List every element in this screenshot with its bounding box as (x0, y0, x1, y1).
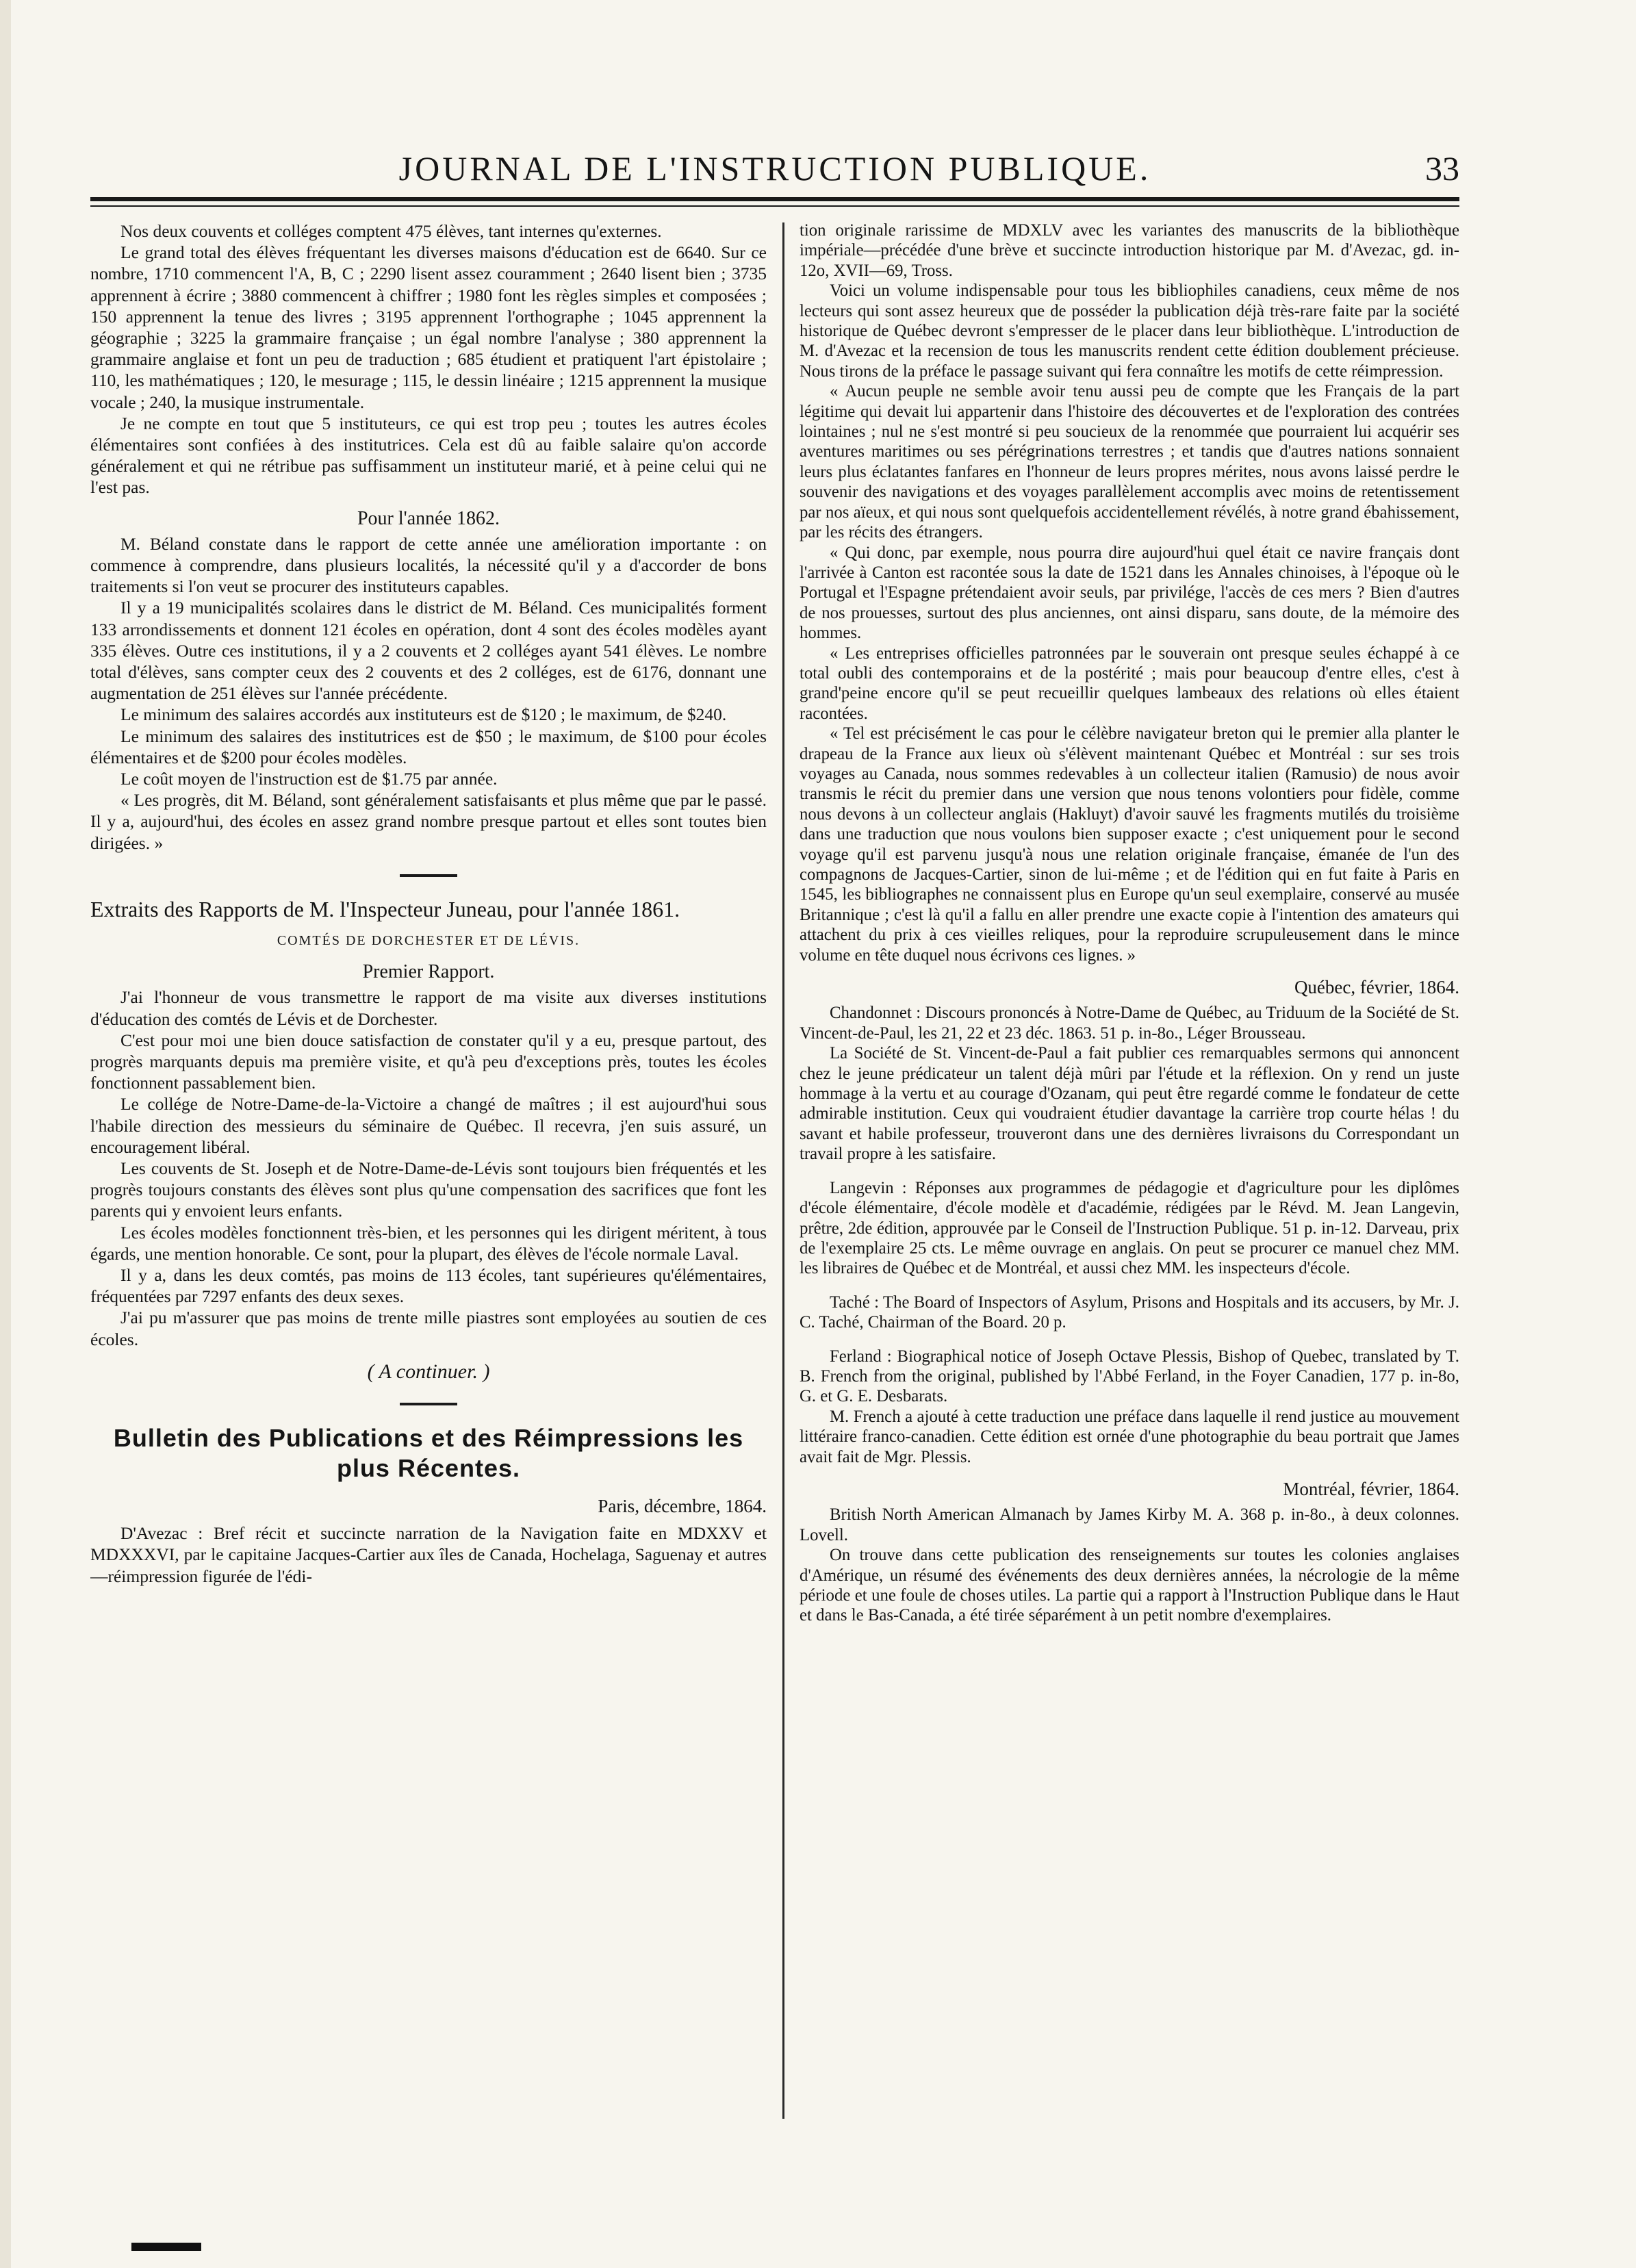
publication-entry: Chandonnet : Discours prononcés à Notre-Dame de Québec, au Triduum de la Société de St. Vincent-de-Paul, les 21, 22 et 23 déc. 1863. 51 p. in-8o., Léger Brousseau. (800, 1004, 1459, 1043)
paragraph: « Les entreprises officielles patronnées par le souverain ont presque seules échappé à ce total oubli des contemporains et de la postérité ; mais pour beaucoup d'entre elles, c'est à grand'peine encore qu'il se peut recueillir quelques lambeaux des relations où elles étaient racontées. (800, 644, 1459, 723)
paragraph: On trouve dans cette publication des renseignements sur toutes les colonies anglaises d'Amérique, un résumé des événements des deux dernières années, la nécrologie de la même période et une foule de choses utiles. La partie qui a rapport à l'Instruction Publique dans le Haut et dans le Bas-Canada, a été tirée séparément à un petit nombre d'exemplaires. (800, 1546, 1459, 1625)
section-heading-1862: Pour l'année 1862. (357, 507, 500, 529)
paragraph: Je ne compte en tout que 5 instituteurs, ce qui est trop peu ; toutes les autres écoles élémentaires sont confiées à des institutrices. Cela est dû au faible salaire qu'on accorde généralement et qui ne rétribue pas suffisamment un instituteur marié, et à peine celui qui ne l'est pas. (90, 413, 767, 498)
right-column (800, 220, 1459, 2130)
paragraph: Le minimum des salaires accordés aux instituteurs est de $120 ; le maximum, de $240. (120, 704, 727, 725)
dateline-quebec: Québec, février, 1864. (1294, 977, 1459, 998)
paragraph: J'ai l'honneur de vous transmettre le rapport de ma visite aux diverses institutions d'éducation des comtés de Lévis et de Dorchester. (90, 987, 767, 1029)
paragraph: M. French a ajouté à cette traduction une préface dans laquelle il rend justice au mouvement littéraire franco-canadien. Cette édition est ornée d'une photographie du beau portrait que James avait fait de Mgr. Plessis. (800, 1407, 1459, 1466)
paragraph: « Tel est précisément le cas pour le célèbre navigateur breton qui le premier alla planter le drapeau de la France aux lieux où s'élèvent maintenant Québec et Montréal : sur ses trois voyages au Canada, nous sommes redevables à un collecteur italien (Ramusio) de nous avoir transmis le récit du premier dans une version que nous tenons volontiers pour fidèle, comme nous devons à un collecteur anglais (Hakluyt) d'avoir sauvé les fragments mutilés du troisième dans une traduction que nous voulons bien supposer exacte ; c'est uniquement pour le second voyage qu'il est parvenu jusqu'à nous une relation originale française, émanée de l'un des compagnons de Jacques-Cartier, sinon de lui-même ; et de l'édition qui en fut faite à Paris en 1545, les bibliographes ne connaissent plus en Europe qu'un seul exemplaire, conservé au musée Britannique ; c'est là qu'il a fallu en aller prendre une exacte copie à l'intention des amateurs qui attachent du prix à ces vieilles reliques, pour la reproduire scrupuleusement dans le mince volume en tête duquel nous écrivons ces lignes. » (800, 724, 1459, 965)
section-separator (400, 1403, 457, 1405)
printer-mark (131, 2243, 201, 2251)
extracts-heading: Extraits des Rapports de M. l'Inspecteur Juneau, pour l'année 1861. (90, 896, 680, 921)
page-edge (0, 0, 11, 2268)
dateline-montreal: Montréal, février, 1864. (1283, 1478, 1459, 1499)
publication-entry: Langevin : Réponses aux programmes de pédagogie et d'agriculture pour les diplômes d'école élémentaire, d'école modèle et d'académie, rédigées par le Révd. M. Jean Langevin, prêtre, 2de édition, approuvée par le Conseil de l'Instruction Publique. 51 p. in-12. Darveau, prix de l'exemplaire 25 cts. Le même ouvrage en anglais. On peut se procurer ce manuel chez MM. les libraires de Québec et de Montréal, et aussi chez MM. les inspecteurs d'école. (800, 1178, 1459, 1278)
publication-entry: Taché : The Board of Inspectors of Asylum, Prisons and Hospitals and its accusers, by Mr. J. C. Taché, Chairman of the Board. 20 p. (800, 1292, 1459, 1332)
paragraph: « Aucun peuple ne semble avoir tenu aussi peu de compte que les Français de la part légitime qui devait lui appartenir dans l'histoire des découvertes et de l'exploration des contrées lointaines ; nul ne s'est montré si peu soucieux de la renommée que pourraient lui acquérir ses aventures maritimes ou ses pérégrinations terrestres ; et tandis que d'autres nations sonnaient leurs plus éclatantes fanfares en l'honneur de leurs propres mérites, nous avons laissé perdre le souvenir des navigations et des voyages parallèlement accomplis avec moins de retentissement par nos aïeux, et qui nous sont quelquefois accidentellement révélés, à notre grand ébahissement, par les récits des étrangers. (800, 382, 1459, 542)
paragraph: Le coût moyen de l'instruction est de $1.75 par année. (120, 769, 498, 789)
publication-entry: British North American Almanach by James Kirby M. A. 368 p. in-8o., à deux colonnes. Lovell. (800, 1505, 1459, 1544)
report-heading: Premier Rapport. (362, 961, 495, 983)
paragraph: Le grand total des élèves fréquentant les diverses maisons d'éducation est de 6640. Sur ce nombre, 1710 commencent l'A, B, C ; 2290 lisent assez couramment ; 2640 lisent bien ; 3735 apprennent à écrire ; 3880 commencent à chiffrer ; 1980 font les règles simples et composées ; 150 apprennent la tenue des livres ; 3195 apprennent l'orthographe ; 1045 apprennent la géographie ; 3225 la grammaire française ; un égal nombre l'analyse ; 380 apprennent la grammaire anglaise et font un peu de traduction ; 685 étudient et pratiquent l'art épistolaire ; 110, les mathématiques ; 120, le mesurage ; 115, le dessin linéaire ; 1215 apprennent la musique vocale ; 240, la musique instrumentale. (90, 242, 767, 412)
paragraph: La Société de St. Vincent-de-Paul a fait publier ces remarquables sermons qui annoncent chez le jeune prédicateur un talent déjà mûri par l'étude et la réflexion. On y rend un juste hommage à la vertu et au courage d'Ozanam, qui peut être regardé comme le fondateur de cette admirable institution. Ceux qui voudraient étudier davantage la carrière trop courte hélas ! du savant et habile professeur, trouveront dans une des dernières livraisons du Correspondant un travail propre à les satisfaire. (800, 1044, 1459, 1164)
journal-title: JOURNAL DE L'INSTRUCTION PUBLIQUE. (398, 149, 1151, 188)
paragraph: C'est pour moi une bien douce satisfaction de constater qu'il y a eu, presque partout, des progrès marquants depuis ma première visite, et qu'à peu d'exceptions près, toutes les écoles fonctionnent passablement bien. (90, 1030, 767, 1093)
page-number: 33 (1425, 149, 1459, 188)
publication-entry: Ferland : Biographical notice of Joseph Octave Plessis, Bishop of Quebec, translated by T. B. French from the original, published by l'Abbé Ferland, in the Foyer Canadien, 177 p. in-8o, G. et G. E. Desbarats. (800, 1347, 1459, 1406)
paragraph: Nos deux couvents et colléges comptent 475 élèves, tant internes qu'externes. (120, 221, 662, 241)
paragraph: Il y a 19 municipalités scolaires dans le district de M. Béland. Ces municipalités forment 133 arrondissements et donnent 121 écoles en opération, dont 4 sont des écoles modèles ayant 335 élèves. Outre ces institutions, il y a 2 couvents et 2 colléges ayant 541 élèves. Le nombre total d'élèves, sans compter ceux des 2 couvents et des 2 colléges, est de 6176, donnant une augmentation de 251 élèves sur l'année précédente. (90, 598, 767, 704)
left-column (90, 220, 767, 2130)
paragraph: Les écoles modèles fonctionnent très-bien, et les personnes qui les dirigent méritent, à tous égards, une mention honorable. Ce sont, pour la plupart, des élèves de l'école normale Laval. (90, 1222, 767, 1264)
page-header (90, 146, 1459, 190)
paragraph: Voici un volume indispensable pour tous les bibliophiles canadiens, ceux même de nos lecteurs qui sont assez heureux que de posséder la publication déjà très-rare faite par la société historique de Québec devront s'empresser de le placer dans leur bibliothèque. L'introduction de M. d'Avezac et la recension de tous les manuscrits rendent cette édition doublement précieuse. Nous tirons de la préface le passage suivant qui fera connaître les motifs de cette réimpression. (800, 281, 1459, 381)
bulletin-heading: Bulletin des Publications et des Réimpressions les plus Récentes. (113, 1423, 744, 1482)
paragraph: tion originale rarissime de MDXLV avec les variantes des manuscrits de la bibliothèque impériale—précédée d'une brève et succincte introduction historique par M. d'Avezac, gd. in-12o, XVII—69, Tross. (800, 221, 1459, 280)
paragraph: J'ai pu m'assurer que pas moins de trente mille piastres sont employées au soutien de ces écoles. (90, 1308, 767, 1349)
counties-subheading: COMTÉS DE DORCHESTER ET DE LÉVIS. (277, 932, 580, 948)
dateline-paris: Paris, décembre, 1864. (598, 1495, 767, 1516)
paragraph: Le collége de Notre-Dame-de-la-Victoire a changé de maîtres ; il est aujourd'hui sous l'habile direction des messieurs du séminaire de Québec. Il recevra, j'en suis assuré, un encouragement libéral. (90, 1094, 767, 1157)
paragraph: D'Avezac : Bref récit et succincte narration de la Navigation faite en MDXXV et MDXXXVI, par le capitaine Jacques-Cartier aux îles de Canada, Hochelaga, Saguenay et autres—réimpression figurée de l'édi- (90, 1523, 767, 1586)
to-be-continued: ( A continuer. ) (367, 1360, 490, 1383)
paragraph: M. Béland constate dans le rapport de cette année une amélioration importante : on commence à comprendre, dans plusieurs localités, la nécessité qu'il y a d'accorder de bons traitements si l'on veut se procurer des instituteurs capables. (90, 533, 767, 597)
paragraph: « Qui donc, par exemple, nous pourra dire aujourd'hui quel était ce navire français dont l'arrivée à Canton est racontée sous la date de 1521 dans les Annales chinoises, à l'époque où le Portugal et l'Espagne prétendaient avoir seuls, par privilége, l'accès de ces mers ? Bien d'autres de nos prouesses, surtout des plus anciennes, ont ainsi disparu, sans doute, de la mémoire des hommes. (800, 543, 1459, 643)
paragraph: Il y a, dans les deux comtés, pas moins de 113 écoles, tant supérieures qu'élémentaires, fréquentées par 7297 enfants des deux sexes. (90, 1264, 767, 1307)
header-rule-thick (90, 197, 1459, 201)
header-rule-thin (90, 205, 1459, 207)
column-divider (782, 222, 784, 2119)
paragraph: Le minimum des salaires des institutrices est de $50 ; le maximum, de $100 pour écoles élémentaires et de $200 pour écoles modèles. (90, 726, 767, 767)
section-separator (400, 874, 457, 877)
paragraph: Les couvents de St. Joseph et de Notre-Dame-de-Lévis sont toujours bien fréquentés et les progrès toujours constants des élèves sont plus qu'une compensation des sacrifices que font les parents qui y envoient leurs enfants. (90, 1158, 767, 1221)
paragraph: « Les progrès, dit M. Béland, sont généralement satisfaisants et plus même que par le passé. Il y a, aujourd'hui, des écoles en assez grand nombre presque partout et elles sont toutes bien dirigées. » (90, 790, 767, 853)
